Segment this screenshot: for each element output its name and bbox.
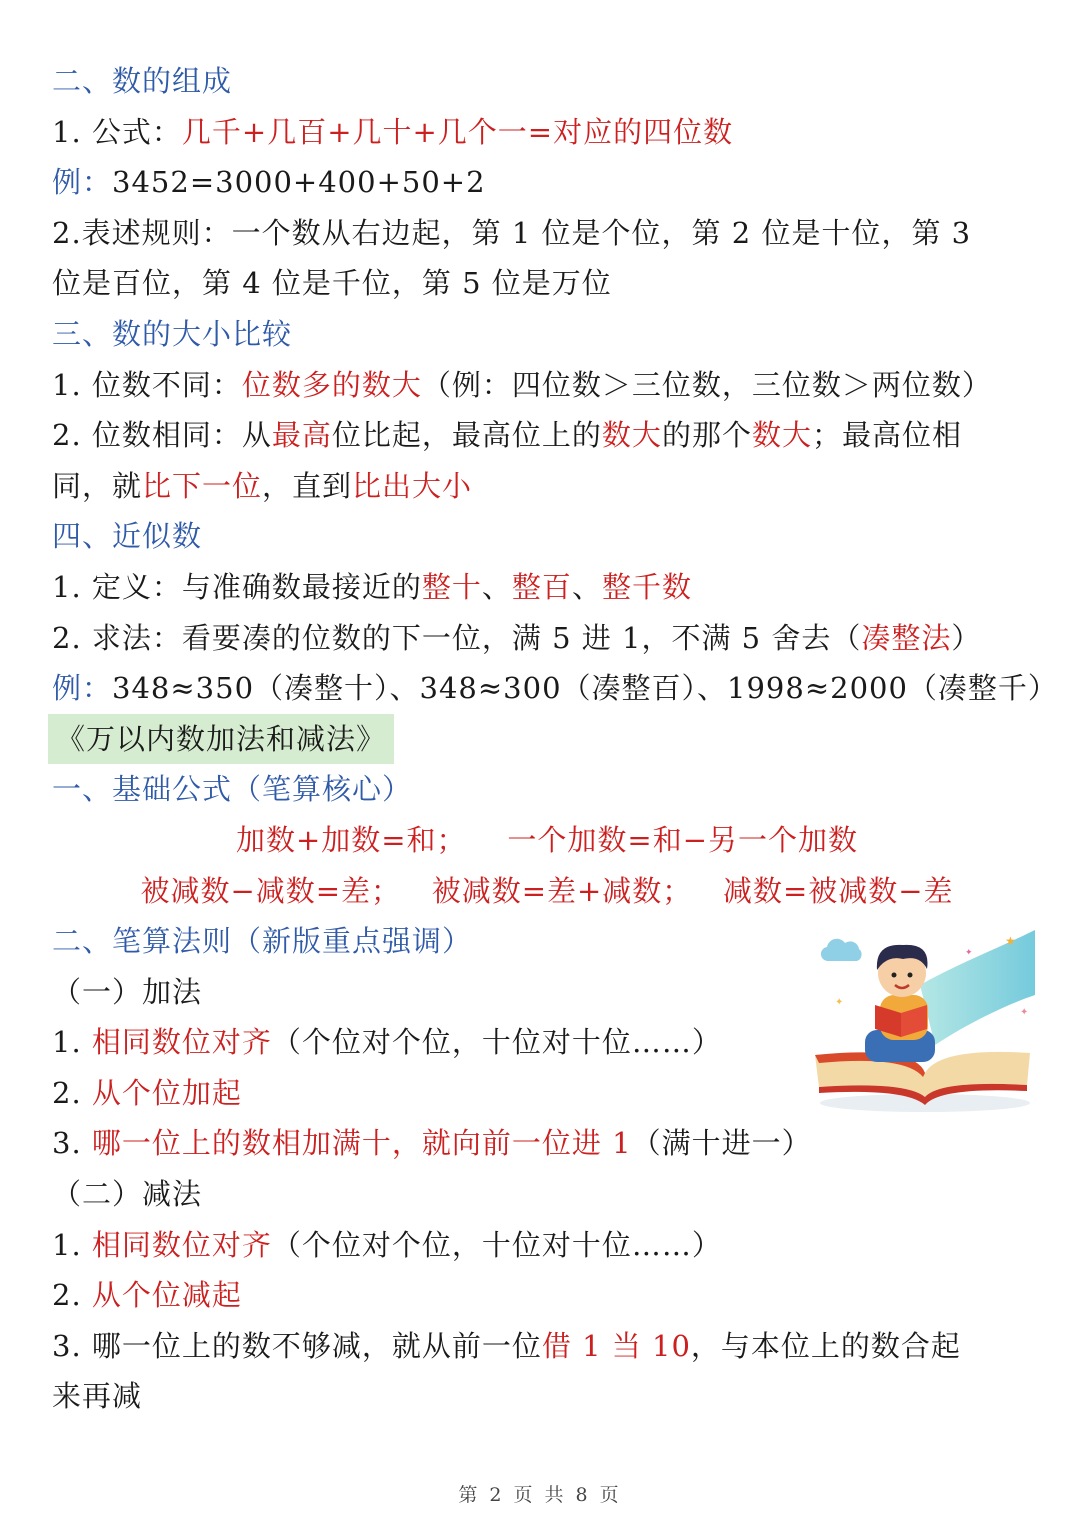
section-heading: 三、数的大小比较 [52, 316, 293, 351]
text-line: 2.表述规则：一个数从右边起，第 1 位是个位，第 2 位是十位，第 3 [52, 215, 972, 250]
subsection-heading: （一）加法 [52, 974, 203, 1009]
section-heading: 二、笔算法则（新版重点强调） [52, 924, 473, 959]
text-line: 1. 公式：几千+几百+几十+几个一=对应的四位数 [52, 114, 734, 149]
section-heading: 一、基础公式（笔算核心） [52, 772, 413, 807]
svg-text:✦: ✦ [1020, 1007, 1029, 1018]
document-body [52, 56, 1058, 1422]
text-line: 2. 从个位减起 [52, 1278, 242, 1313]
text-line: 同，就比下一位，直到比出大小 [52, 468, 473, 503]
text-line: 2. 位数相同：从最高位比起，最高位上的数大的那个数大；最高位相 [52, 418, 962, 453]
formula-line: 加数+加数=和； 一个加数=和−另一个加数 [235, 822, 859, 857]
text-line: 位是百位，第 4 位是千位，第 5 位是万位 [52, 266, 612, 301]
formula-line: 被减数−减数=差； 被减数=差+减数； 减数=被减数−差 [140, 873, 954, 908]
text-line: 来再减 [52, 1379, 143, 1414]
svg-text:✦: ✦ [835, 997, 844, 1008]
text-line: 2. 求法：看要凑的位数的下一位，满 5 进 1，不满 5 舍去（凑整法） [52, 620, 982, 655]
text-line: 2. 从个位加起 [52, 1075, 242, 1110]
section-heading: 四、近似数 [52, 519, 203, 554]
svg-text:✦: ✦ [965, 948, 973, 958]
text-line: 1. 定义：与准确数最接近的整十、整百、整千数 [52, 569, 692, 604]
svg-text:★: ★ [1005, 934, 1016, 948]
text-line: 3. 哪一位上的数相加满十，就向前一位进 1（满十进一） [52, 1126, 812, 1161]
text-line: 例：348≈350（凑整十）、348≈300（凑整百）、1998≈2000（凑整千） [52, 671, 1058, 706]
text-line: 1. 相同数位对齐（个位对个位，十位对十位……） [52, 1227, 722, 1262]
page-footer: 第 2 页 共 8 页 [458, 1484, 622, 1506]
child-reading-illustration [805, 925, 1040, 1120]
chapter-title-bar: 《万以内数加法和减法》 [48, 714, 394, 765]
subsection-heading: （二）减法 [52, 1177, 203, 1212]
text-line: 1. 相同数位对齐（个位对个位，十位对十位……） [52, 1025, 722, 1060]
chapter-title [52, 714, 1042, 765]
text-line: 例：3452=3000+400+50+2 [52, 165, 486, 200]
section-heading: 二、数的组成 [52, 64, 233, 98]
text-line: 1. 位数不同：位数多的数大（例：四位数＞三位数，三位数＞两位数） [52, 367, 992, 402]
text-line: 3. 哪一位上的数不够减，就从前一位借 1 当 10，与本位上的数合起 [52, 1328, 961, 1363]
